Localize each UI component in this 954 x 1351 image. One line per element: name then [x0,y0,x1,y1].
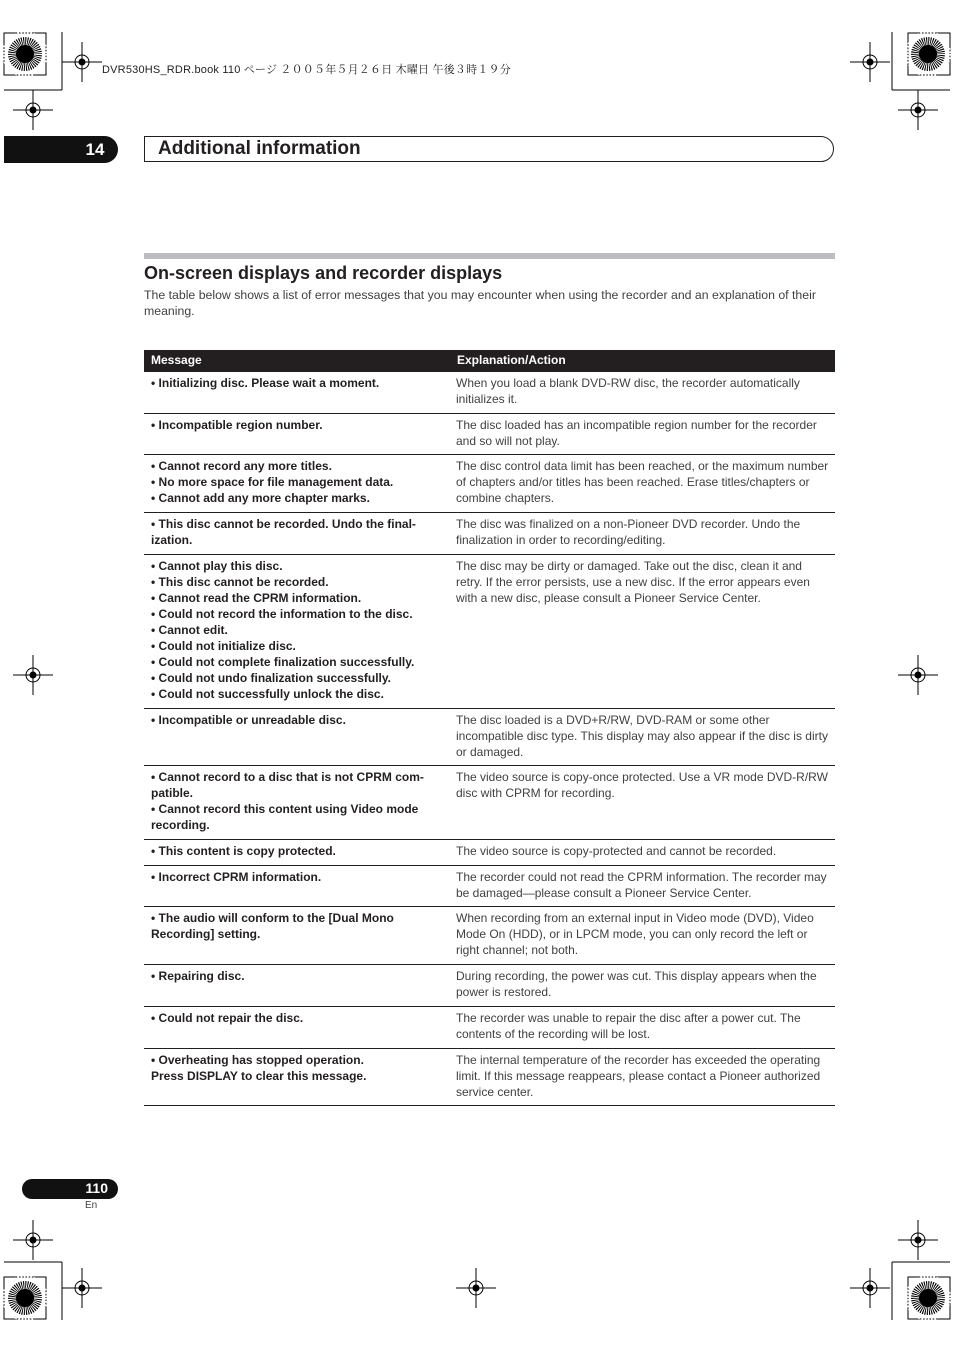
message-text: • Could not repair the disc. [151,1011,304,1025]
message-text: • Incorrect CPRM information. [151,870,322,884]
explanation-cell: The disc may be dirty or damaged. Take out the disc, clean it and retry. If the error persists, use a new disc. If the error appears even with a new disc, please consult a Pioneer Service Center. [456,559,810,605]
message-text: • Repairing disc. [151,969,245,983]
explanation-cell: During recording, the power was cut. This display appears when the power is restored. [456,969,817,999]
message-text: • Cannot edit. [151,623,228,637]
message-text: • This disc cannot be recorded. [151,575,329,589]
message-cell [144,766,450,839]
message-cell [144,866,450,906]
message-text: • Cannot read the CPRM information. [151,591,362,605]
message-text: • Cannot play this disc. [151,559,283,573]
page-language: En [85,1200,98,1211]
table-row [144,513,835,555]
table-header [144,350,835,372]
message-text: • Incompatible or unreadable disc. [151,713,346,727]
chapter-title-box [144,136,834,162]
message-text: • Could not complete finalization successfully. [151,655,415,669]
chapter-number-tab [4,136,118,163]
message-cell [144,455,450,512]
message-text: • The audio will conform to the [Dual Mono Recording] setting. [151,911,394,941]
message-text: • Could not initialize disc. [151,639,296,653]
message-text: • Initializing disc. Please wait a moment. [151,376,380,390]
message-cell [144,513,450,554]
message-cell [144,907,450,964]
chapter-title: Additional information [158,138,361,159]
explanation-cell: The recorder could not read the CPRM information. The recorder may be damaged—please consult a Pioneer Service Center. [456,870,827,900]
header-message: Message [151,353,202,367]
chapter-number: 14 [85,139,105,159]
explanation-cell: When you load a blank DVD-RW disc, the recorder automatically initializes it. [456,376,800,406]
message-text: • Cannot add any more chapter marks. [151,491,370,505]
message-text: Press DISPLAY to clear this message. [151,1069,367,1083]
table-row [144,965,835,1007]
explanation-cell: The video source is copy-once protected. Use a VR mode DVD-R/RW disc with CPRM for recording. [456,770,828,800]
explanation-cell: The disc control data limit has been reached, or the maximum number of chapters and/or titles has been reached. Erase titles/chapters or combine chapters. [456,459,829,505]
table-row [144,555,835,709]
message-text: • Cannot record any more titles. [151,459,332,473]
message-text: • Could not undo finalization successfully. [151,671,391,685]
message-cell [144,709,450,765]
message-text: • Incompatible region number. [151,418,323,432]
explanation-cell: The disc loaded has an incompatible region number for the recorder and so will not play. [456,418,817,448]
page-number-tab [22,1179,118,1199]
message-text: • Overheating has stopped operation. [151,1053,364,1067]
message-cell [144,840,450,865]
error-message-table [144,350,835,1106]
explanation-cell: The disc was finalized on a non-Pioneer DVD recorder. Undo the finalization in order to recording/editing. [456,517,801,547]
explanation-cell: The disc loaded is a DVD+R/RW, DVD-RAM or some other incompatible disc type. This display may also appear if the disc is dirty or damaged. [456,713,828,759]
message-cell [144,414,450,454]
message-cell [144,965,450,1006]
section-title: On-screen displays and recorder displays [144,263,503,283]
section-intro: The table below shows a list of error messages that you may encounter when using the recorder and an explanation of their meaning. [144,288,816,318]
message-cell [144,1007,450,1048]
explanation-cell: The recorder was unable to repair the disc after a power cut. The contents of the recording will be lost. [456,1011,801,1041]
header-explanation: Explanation/Action [457,353,566,367]
table-row [144,840,835,866]
message-cell [144,555,450,708]
explanation-cell: When recording from an external input in Video mode (DVD), Video Mode On (HDD), or in LPCM mode, you can only record the left or right channel; not both. [456,911,814,957]
section-rule [144,253,835,259]
message-text: • Cannot record to a disc that is not CPRM com-patible. [151,770,424,800]
message-text: • Could not record the information to the disc. [151,607,413,621]
table-row [144,1007,835,1049]
message-cell [144,1049,450,1105]
message-cell [144,372,450,413]
table-row [144,866,835,907]
table-row [144,766,835,840]
explanation-cell: The video source is copy-protected and cannot be recorded. [456,844,777,858]
table-row [144,907,835,965]
table-row [144,372,835,414]
table-row [144,414,835,455]
table-row [144,1049,835,1106]
page-number: 110 [85,1180,108,1196]
print-header: DVR530HS_RDR.book 110 ページ ２００５年５月２６日 木曜日 午後３時１９分 [102,64,511,76]
table-row [144,709,835,766]
message-text: • Cannot record this content using Video mode recording. [151,802,419,832]
explanation-cell: The internal temperature of the recorder has exceeded the operating limit. If this message reappears, please contact a Pioneer authorized service center. [456,1053,821,1099]
message-text: • This disc cannot be recorded. Undo the final-ization. [151,517,416,547]
message-text: • Could not successfully unlock the disc. [151,687,384,701]
table-row [144,455,835,513]
message-text: • This content is copy protected. [151,844,336,858]
message-text: • No more space for file management data. [151,475,394,489]
